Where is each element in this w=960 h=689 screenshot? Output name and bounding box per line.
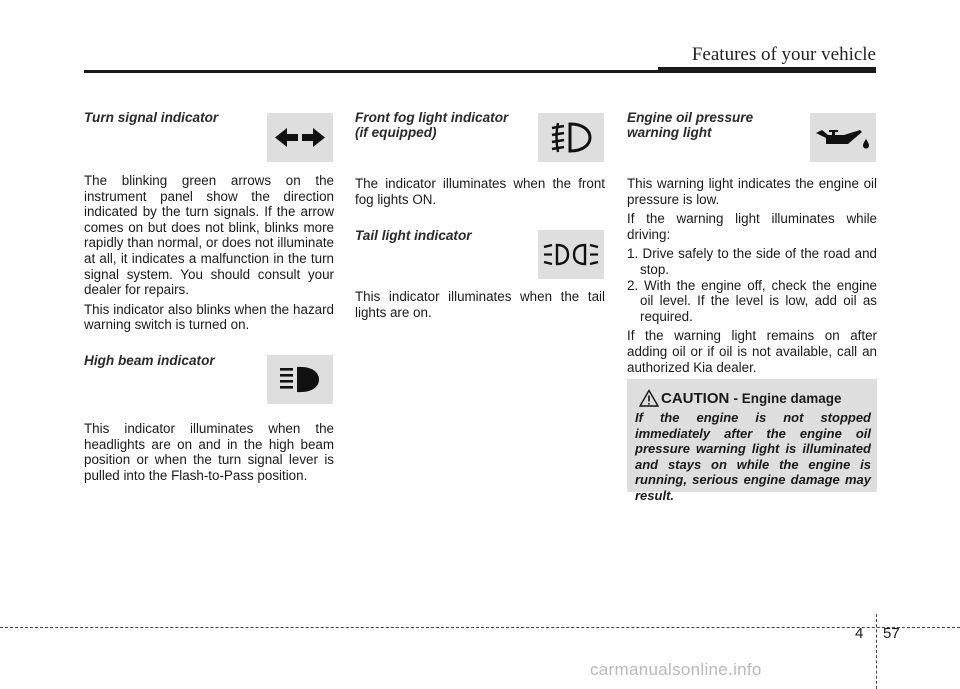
high-beam-text: This indicator illuminates when the headlights are on and in the high beam position or when the turn signal lever is pulled into the Flash-to-Pass position. <box>84 421 334 483</box>
fog-light-heading: Front fog light indicator <box>355 110 509 125</box>
oil-pressure-heading-2: warning light <box>627 125 712 140</box>
fog-light-heading-note: (if equipped) <box>355 125 437 140</box>
step-1: 1. Drive safely to the side of the road and stop. <box>627 246 877 277</box>
step-2: 2. With the engine off, check the engine oil level. If the level is low, add oil as required. <box>627 277 877 324</box>
high-beam-heading: High beam indicator <box>84 353 215 368</box>
oil-pressure-when: If the warning light illuminates while driving: <box>627 211 877 242</box>
caution-text: If the engine is not stopped immediately after the engine oil pressure warning light is illuminated and stays on while the engine is running, serious engine damage may result. <box>635 410 871 503</box>
footer-rule <box>0 627 960 628</box>
oil-pressure-icon <box>810 113 876 162</box>
tail-light-icon <box>538 230 604 279</box>
fog-light-text: The indicator illuminates when the front fog lights ON. <box>355 176 605 207</box>
warning-triangle-icon <box>639 389 659 407</box>
caution-label: CAUTION <box>661 390 730 407</box>
high-beam-icon <box>267 355 333 404</box>
caution-box <box>627 379 877 503</box>
oil-pressure-steps <box>627 246 877 324</box>
header-title: Features of your vehicle <box>691 44 876 65</box>
turn-signal-heading: Turn signal indicator <box>84 110 219 125</box>
front-fog-light-icon <box>538 113 604 162</box>
page-number: 57 <box>883 625 900 642</box>
oil-pressure-heading: Engine oil pressure <box>627 110 754 125</box>
caution-subtitle: - Engine damage <box>733 391 842 406</box>
oil-pressure-dealer: If the warning light remains on after adding oil or if oil is not available, call an authorized Kia dealer. <box>627 328 877 375</box>
oil-pressure-text: This warning light indicates the engine oil pressure is low. <box>627 176 877 207</box>
turn-signal-text: The blinking green arrows on the instrument panel show the direction indicated by the turn signals. If the arrow comes on but does not blink, blinks more rapidly than normal, or does not illuminate at all, it indicates a malfunction in the turn signal system. You should consult your dealer for repairs. <box>84 173 334 298</box>
tail-light-heading: Tail light indicator <box>355 228 472 243</box>
watermark: carmanualsonline.info <box>590 660 762 679</box>
tail-light-text: This indicator illuminates when the tail lights are on. <box>355 289 605 320</box>
footer-divider <box>876 614 877 689</box>
caution-title <box>661 391 842 407</box>
header-rule-accent <box>658 67 876 73</box>
turn-signal-icon <box>267 113 333 162</box>
hazard-text: This indicator also blinks when the hazard warning switch is turned on. <box>84 301 334 333</box>
chapter-number: 4 <box>855 625 864 642</box>
